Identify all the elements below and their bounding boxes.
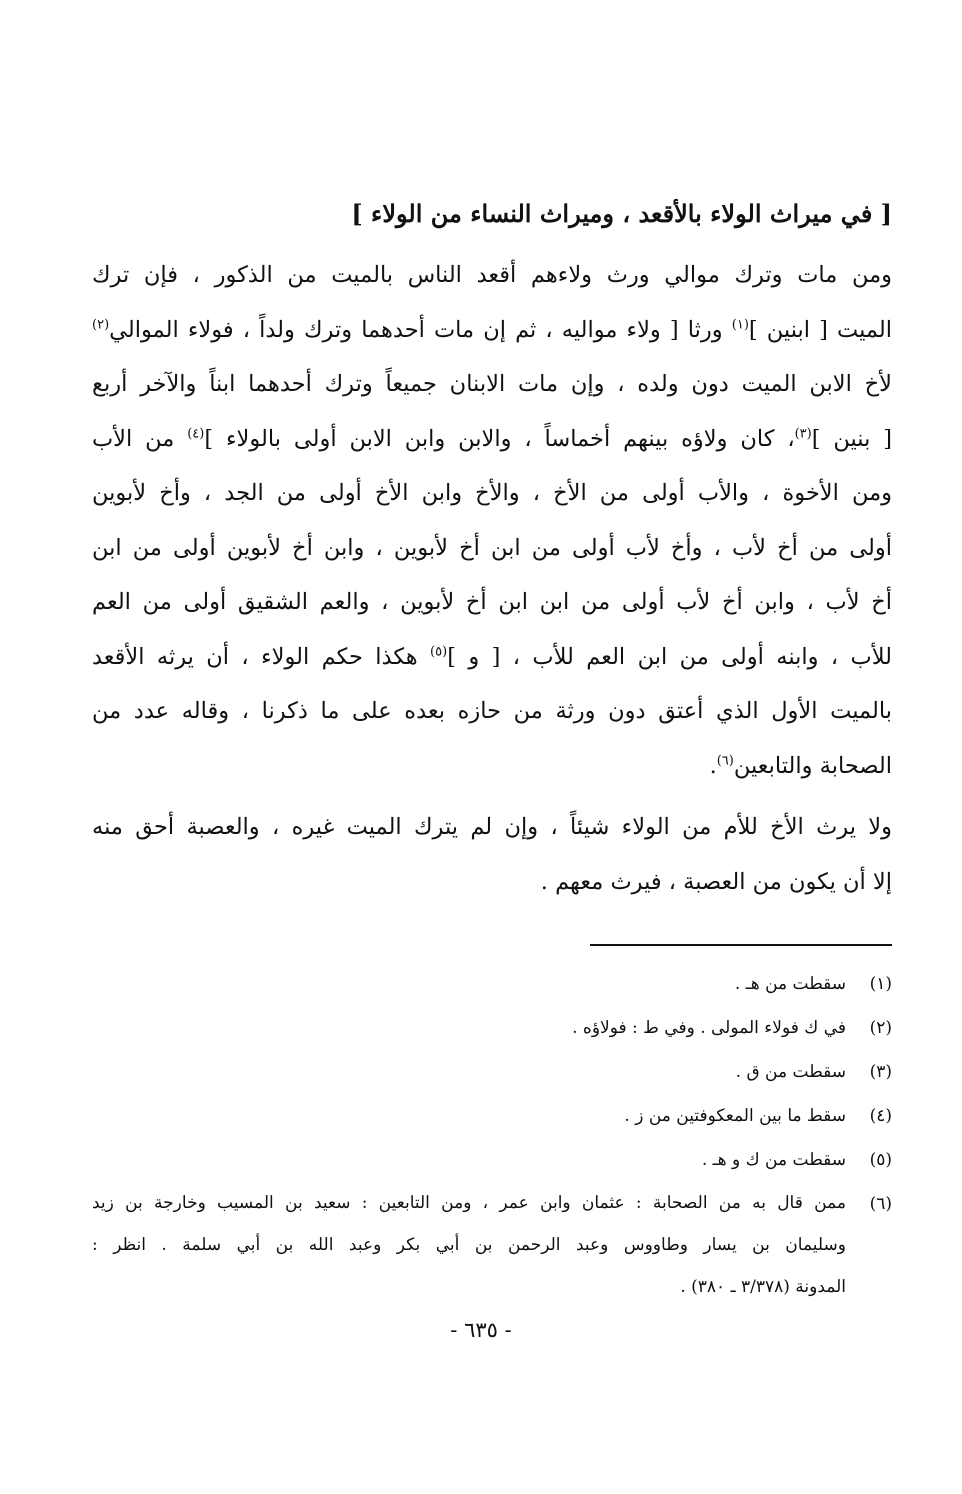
footnote-text: سقطت من ق . <box>735 1062 846 1082</box>
footnote-number: (٢) <box>869 1018 892 1038</box>
footnote-number: (٦) <box>869 1194 892 1214</box>
footnote-line: ممن قال به من الصحابة : عثمان وابن عمر ، ومن التابعين : سعيد بن المسيب وخارجة بن زيد <box>92 1193 846 1213</box>
footnote-item <box>92 1182 892 1308</box>
footnotes <box>92 962 892 1308</box>
footnote-item <box>92 1094 892 1138</box>
section-heading: [ في ميراث الولاء بالأقعد ، وميراث النساء من الولاء ] <box>351 199 892 228</box>
paragraph-maternal-brother <box>92 800 892 909</box>
paragraph-line: أولى من أخ لأب ، وأخ لأب أولى من ابن أخ لأبوين ، وابن أخ لأبوين أولى من ابن <box>92 534 892 561</box>
footnote-number: (٤) <box>869 1106 892 1126</box>
footnote-ref: (٥) <box>430 644 448 659</box>
footnote-item <box>92 1050 892 1094</box>
paragraph-line: للأب ، وابنه أولى من ابن العم للأب ، [ و ]$^{(٥)}$ هكذا حكم الولاء ، أن يرثه الأقعد <box>92 643 892 670</box>
paragraph-line: ومن مات وترك موالي ورث ولاءهم أقعد الناس بالميت من الذكور ، فإن ترك <box>92 262 892 288</box>
footnote-line: المدونة (٣/٣٧٨ ـ ٣٨٠) . <box>680 1277 846 1297</box>
footnote-line: وسليمان بن يسار وطاووس وعبد الرحمن بن أبي بكر وعبد الله بن أبي سلمة . انظر : <box>92 1235 846 1255</box>
paragraph-line: لأخ الابن الميت دون ولده ، وإن مات الابنان جميعاً وترك أحدهما ابناً والآخر أربع <box>92 371 892 397</box>
footnote-item <box>92 1138 892 1182</box>
page-number: - ٦٣٥ - <box>450 1318 512 1342</box>
paragraph-inheritance-rules <box>92 248 892 793</box>
paragraph-line: أخ لأب ، وابن أخ لأب أولى من ابن ابن أخ لأبوين ، والعم الشقيق أولى من العم <box>92 589 892 615</box>
footnote-ref: (٣) <box>794 426 812 441</box>
footnote-ref: (٦) <box>716 753 734 768</box>
footnote-item <box>92 962 892 1006</box>
footnote-text <box>92 1182 846 1308</box>
footnote-ref: (١) <box>731 317 749 332</box>
footnote-ref: (٢) <box>92 317 110 332</box>
paragraph-line: إلا أن يكون من العصبة ، فيرث معهم . <box>540 868 892 895</box>
paragraph-line: الميت [ ابنين ]$^{(١)}$ ورثا [ ولاء مواليه ، ثم إن مات أحدهما وترك ولداً ، فولاء الموالي$^{(٢)}$ <box>92 316 892 343</box>
paragraph-line: [ بنين ]$^{(٣)}$، كان ولاؤه بينهم أخماساً ، والابن وابن الابن أولى بالولاء ]$^{(٤)}$ من الأب <box>92 425 892 452</box>
paragraph-line: ومن الأخوة ، والأب أولى من الأخ ، والأخ وابن الأخ أولى من الجد ، وأخ لأبوين <box>92 480 892 506</box>
paragraph-line: ولا يرث الأخ للأم من الولاء شيئاً ، وإن لم يترك الميت غيره ، والعصبة أحق منه <box>92 814 892 840</box>
footnote-number: (٣) <box>869 1062 892 1082</box>
footnote-text: في ك فولاء المولى . وفي ط : فولاؤه . <box>572 1018 846 1038</box>
footnote-number: (٥) <box>869 1150 892 1170</box>
footnote-text: سقطت من هـ . <box>734 974 846 994</box>
footnote-separator <box>590 944 892 946</box>
footnote-text: سقطت من ك و هـ . <box>701 1150 846 1170</box>
paragraph-line: بالميت الأول الذي أعتق دون ورثة من حازه بعده على ما ذكرنا ، وقاله عدد من <box>92 698 892 724</box>
footnote-number: (١) <box>869 974 892 994</box>
paragraph-line: الصحابة والتابعين$^{(٦)}$. <box>709 752 892 779</box>
footnote-item <box>92 1006 892 1050</box>
footnote-text: سقط ما بين المعكوفتين من ز . <box>624 1106 846 1126</box>
footnote-ref: (٤) <box>187 426 205 441</box>
